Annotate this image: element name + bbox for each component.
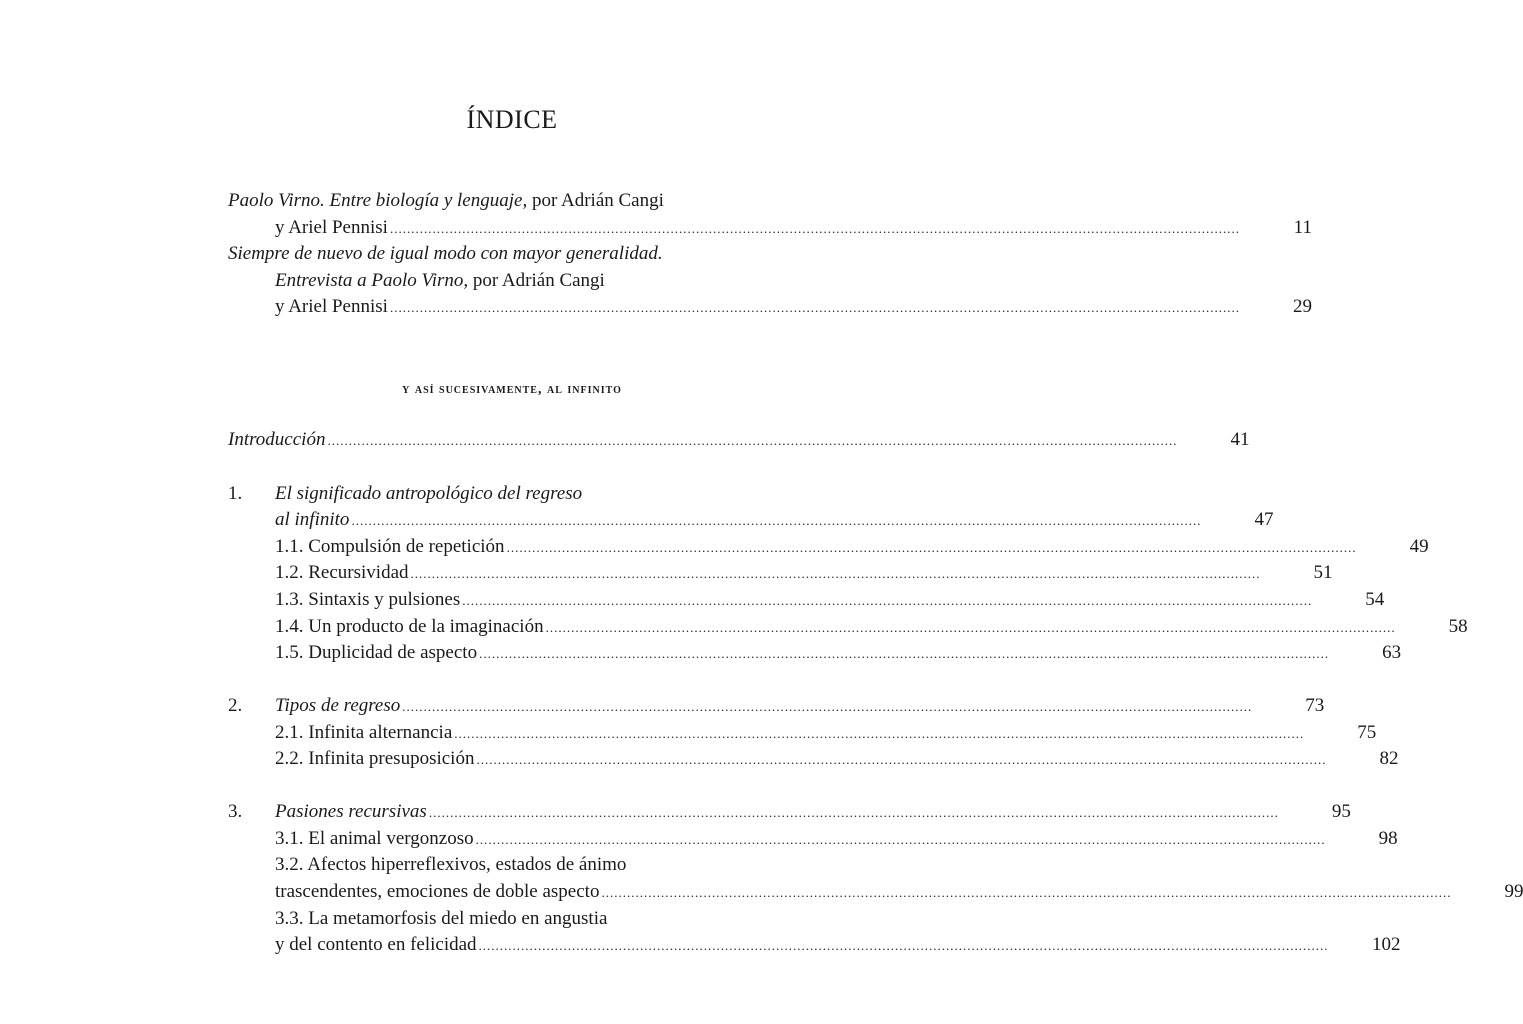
dot-leader: ........................................................................................................................................................................................................ — [410, 566, 1261, 581]
dot-leader: ........................................................................................................................................................................................................ — [428, 805, 1279, 820]
dot-leader: ........................................................................................................................................................................................................ — [478, 938, 1329, 953]
subsection-title: 3.3. La metamorfosis del miedo en angustia — [275, 908, 608, 929]
subsection-title: 2.2. Infinita presuposición — [275, 748, 475, 769]
chapter-title: El significado antropológico del regreso — [275, 483, 583, 504]
subsection-title: 1.5. Duplicidad de aspecto — [275, 642, 478, 663]
page-number: 102 — [1372, 934, 1401, 955]
page-number: 58 — [1448, 616, 1468, 637]
toc-entry-title: Siempre de nuevo de igual modo con mayor generalidad. — [228, 243, 663, 264]
chapter-title: Pasiones recursivas — [275, 801, 427, 822]
toc-entry-line — [228, 188, 794, 214]
toc-subsection — [275, 614, 1468, 640]
subsection-title: 3.1. El animal vergonzoso — [275, 828, 474, 849]
dot-leader: ........................................................................................................................................................................................................ — [389, 300, 1240, 315]
page-number: 29 — [1292, 296, 1312, 317]
page-number: 63 — [1382, 642, 1402, 663]
toc-entry-title: Introducción — [228, 429, 326, 450]
dot-leader: ........................................................................................................................................................................................................ — [476, 752, 1327, 767]
dot-leader: ........................................................................................................................................................................................................ — [454, 726, 1305, 741]
toc-subsection — [275, 852, 794, 878]
toc-subsection — [275, 720, 1377, 746]
dot-leader: ........................................................................................................................................................................................................ — [389, 221, 1240, 236]
toc-entry-authors: por Adrián Cangi — [468, 270, 605, 291]
chapter-number: 2. — [228, 695, 243, 716]
toc-entry-introduction — [228, 427, 1250, 453]
chapter-title: al infinito — [275, 509, 350, 530]
chapter-number: 3. — [228, 801, 243, 822]
dot-leader: ........................................................................................................................................................................................................ — [327, 433, 1178, 448]
toc-chapter-heading — [228, 693, 1325, 719]
page-number: 11 — [1293, 217, 1312, 238]
toc-subsection — [275, 560, 1333, 586]
toc-subsection — [275, 932, 1401, 958]
subsection-title: 1.2. Recursividad — [275, 562, 409, 583]
toc-subsection — [275, 534, 1429, 560]
section-title: y así sucesivamente, al infinito — [402, 382, 622, 397]
toc-entry-line — [275, 294, 1312, 320]
toc-entry-authors: y Ariel Pennisi — [275, 217, 388, 238]
subsection-title: 3.2. Afectos hiperreflexivos, estados de ánimo — [275, 854, 627, 875]
dot-leader: ........................................................................................................................................................................................................ — [479, 646, 1330, 661]
dot-leader: ........................................................................................................................................................................................................ — [351, 513, 1202, 528]
toc-chapter-heading — [275, 507, 1274, 533]
page-number: 95 — [1331, 801, 1351, 822]
toc-entry-title: Paolo Virno. Entre biología y lenguaje, — [228, 190, 528, 211]
page-number: 99 — [1504, 881, 1523, 902]
subsection-title: trascendentes, emociones de doble aspecto — [275, 881, 600, 902]
page-number: 51 — [1313, 562, 1333, 583]
toc-entry-title: Entrevista a Paolo Virno, — [275, 270, 469, 291]
page-number: 82 — [1379, 748, 1399, 769]
subsection-title: 1.1. Compulsión de repetición — [275, 536, 505, 557]
toc-entry-line — [275, 215, 1312, 241]
toc-chapter-heading — [228, 799, 1351, 825]
page-number: 54 — [1365, 589, 1385, 610]
page-number: 41 — [1230, 429, 1250, 450]
subsection-title: 1.4. Un producto de la imaginación — [275, 616, 544, 637]
chapter-title: Tipos de regreso — [275, 695, 401, 716]
dot-leader: ........................................................................................................................................................................................................ — [545, 620, 1396, 635]
toc-subsection — [275, 587, 1385, 613]
page-number: 73 — [1305, 695, 1325, 716]
dot-leader: ........................................................................................................................................................................................................ — [506, 540, 1357, 555]
toc-entry-authors: por Adrián Cangi — [527, 190, 664, 211]
page-title: ÍNDICE — [466, 105, 558, 134]
dot-leader: ........................................................................................................................................................................................................ — [462, 593, 1313, 608]
page-number: 98 — [1378, 828, 1398, 849]
toc-entry-line — [228, 241, 794, 267]
page-number: 49 — [1409, 536, 1429, 557]
dot-leader: ........................................................................................................................................................................................................ — [402, 699, 1253, 714]
page-number: 75 — [1357, 722, 1377, 743]
toc-subsection — [275, 640, 1402, 666]
toc-entry-authors: y Ariel Pennisi — [275, 296, 388, 317]
toc-entry-line — [275, 268, 794, 294]
page-number: 47 — [1254, 509, 1274, 530]
toc-subsection — [275, 906, 794, 932]
toc-subsection — [275, 879, 1523, 905]
dot-leader: ........................................................................................................................................................................................................ — [475, 832, 1326, 847]
dot-leader: ........................................................................................................................................................................................................ — [601, 885, 1452, 900]
chapter-number: 1. — [228, 483, 243, 504]
subsection-title: 2.1. Infinita alternancia — [275, 722, 453, 743]
subsection-title: y del contento en felicidad — [275, 934, 477, 955]
subsection-title: 1.3. Sintaxis y pulsiones — [275, 589, 461, 610]
toc-subsection — [275, 826, 1398, 852]
toc-chapter-heading — [228, 481, 794, 507]
toc-subsection — [275, 746, 1399, 772]
